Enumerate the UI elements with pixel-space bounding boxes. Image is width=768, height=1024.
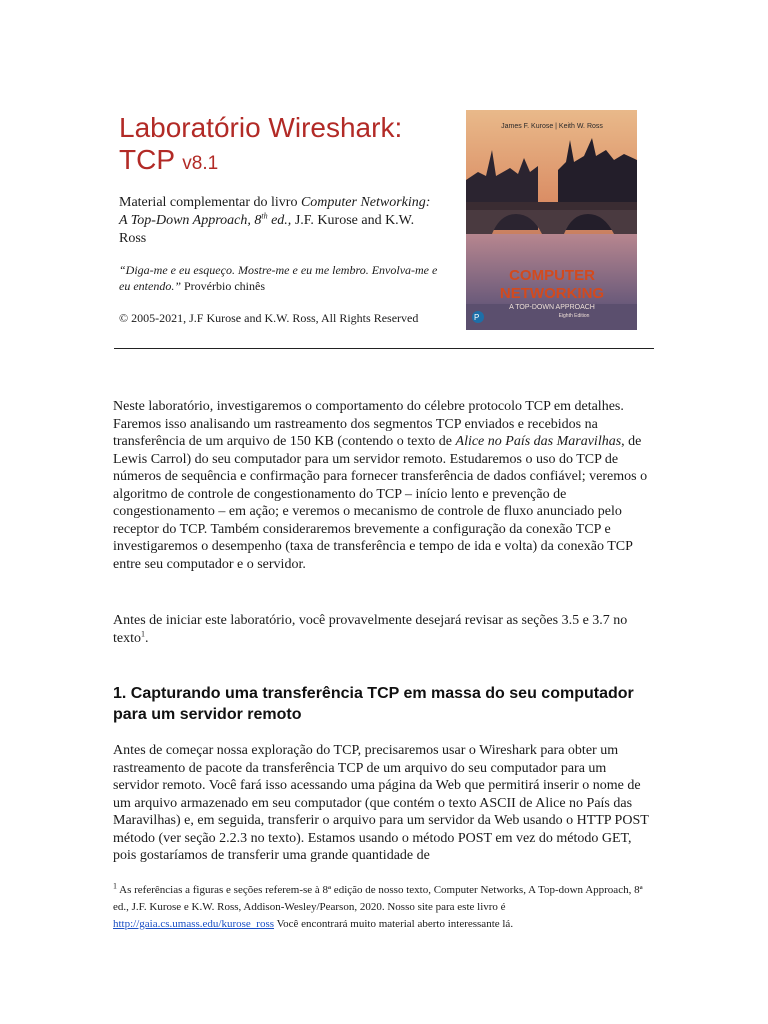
edition-text: ed., [267,213,292,228]
book-cover-illustration [466,110,637,330]
edition-superscript: th [261,211,268,221]
footnote-marker: 1 [113,881,117,891]
course-website-link[interactable]: http://gaia.cs.umass.edu/kurose_ross [113,918,275,930]
book-reference [119,194,439,248]
cover-authors: James F. Kurose | Keith W. Ross [501,123,603,130]
title-line-2: TCP [119,144,175,175]
intro-text-b: , de Lewis Carrol) do seu computador para um servidor remoto. Estudaremos o uso do TCP de números de sequência e confirmação para fornecer transferência de dados confiável; veremos o algoritmo de controle de congestionamento do TCP – início lento e prevenção de congestionamento – em ação; e veremos o mecanismo de controle de fluxo anunciado pelo receptor do TCP. Também consideraremos brevemente a configuração da conexão TCP e investigaremos o desempenho (taxa de transferência e tempo de ida e volta) da conexão TCP entre seu computador e o servidor. [113,434,648,572]
footnote-reference[interactable]: 1 [141,628,145,638]
lab-title [119,112,449,180]
book-authors: J.F. Kurose and K.W. Ross [119,213,415,246]
section-heading: 1. Capturando uma transferência TCP em massa do seu computador para um servidor remoto [113,685,634,723]
quote-attribution: Provérbio chinês [181,279,265,293]
book-title-text: Computer Networking: A Top-Down Approach, 8 [119,195,431,228]
proverb-quote [119,262,439,294]
review-paragraph [113,612,653,647]
version-label: v8.1 [182,153,219,174]
title-line-1: Laboratório Wireshark: [119,112,403,143]
capture-paragraph: Antes de começar nossa exploração do TCP, precisaremos usar o Wireshark para obter um rastreamento de pacote da transferência TCP de um arquivo do seu computador para um servidor remoto. Você fará isso acessando uma página da Web que permitirá inserir o nome de um arquivo armazenado em seu computador (que contém o texto ASCII de Alice no País das Maravilhas) e, em seguida, transferir o arquivo para um servidor da Web usando o HTTP POST método (ver seção 2.2.3 no texto). Estamos usando o método POST em vez do método GET, pois gostaríamos de transferir uma grande quantidade de [113,743,649,863]
quote-text: “Diga-me e eu esqueço. Mostre-me e eu me lembro. Envolva-me e eu entendo.” [119,263,438,293]
cover-title-line-2: NETWORKING [499,285,605,302]
review-text: Antes de iniciar este laboratório, você provavelmente desejará revisar as seções 3.5 e 3.7 no texto [113,613,628,646]
footnote-text: As referências a figuras e seções referem-se à 8ª edição de nosso texto, Computer Networks, A Top-down Approach, 8ª ed., J.F. Kurose e K.W. Ross, Addison-Wesley/Pearson, 2020. Nosso site para este livro é [113,884,643,913]
book-reference-intro: Material complementar do livro [119,195,301,210]
header-divider [114,348,654,349]
intro-text-a: Neste laboratório, investigaremos o comportamento do célebre protocolo TCP em detalhes. Faremos isso analisando um rastreamento dos segmentos TCP enviados e recebidos na transferência de um arquivo de 150 KB (contendo o texto de [113,399,624,449]
intro-book-title: Alice no País das Maravilhas [455,434,622,449]
cover-title-line-1: COMPUTER [509,267,595,284]
copyright-notice: © 2005-2021, J.F Kurose and K.W. Ross, All Rights Reserved [119,311,419,325]
book-cover-image [466,110,637,330]
cover-subtitle: A TOP-DOWN APPROACH [509,304,595,311]
intro-paragraph [113,398,653,573]
cover-edition: Eighth Edition [558,313,590,319]
publisher-logo: P [474,313,480,322]
review-text-end: . [145,630,149,646]
footnote-text-end: Você encontrará muito material aberto interessante lá. [274,918,514,930]
footnote [113,882,658,933]
